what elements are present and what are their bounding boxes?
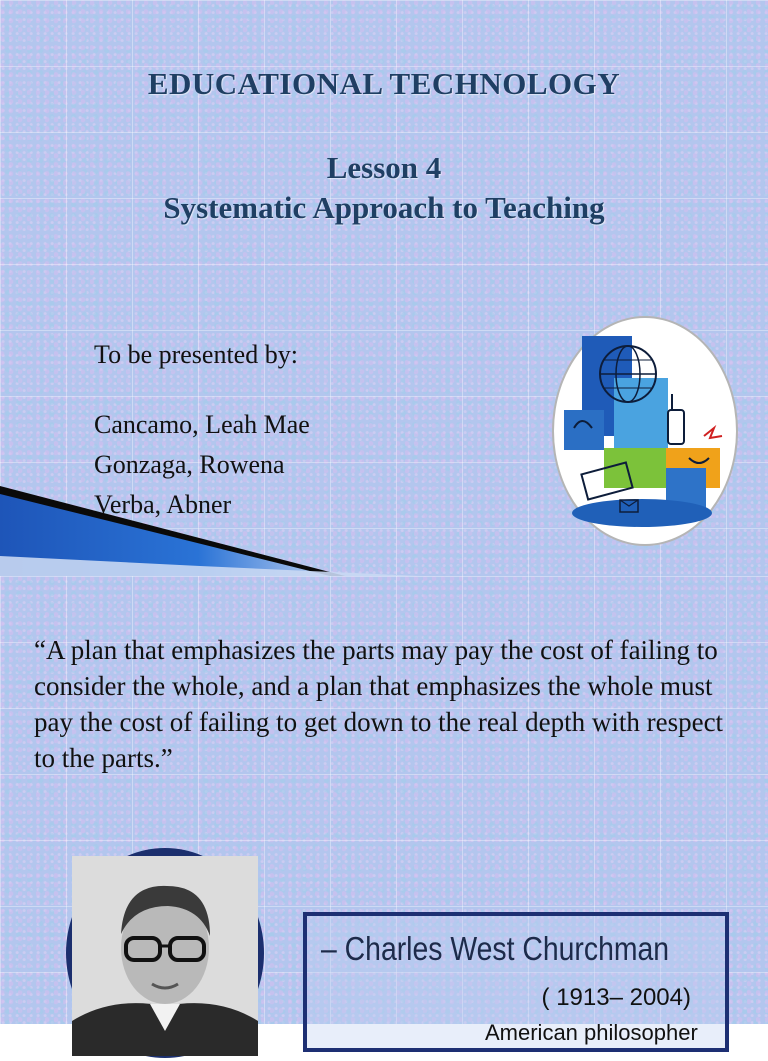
quote-text: “A plan that emphasizes the parts may pay the cost of failing to consider the whole, and a plan that emphasizes the whole must pay the cost of failing to get down to the real depth with respect to the parts.” [34, 635, 724, 773]
presented-by-label: To be presented by: [94, 340, 298, 369]
presenter-name: Verba, Abner [94, 490, 232, 519]
author-role: American philosopher [485, 1020, 698, 1045]
presenter-name: Gonzaga, Rowena [94, 450, 285, 479]
quote-slide [0, 576, 768, 1045]
attribution-box [303, 912, 729, 1052]
author-portrait [72, 856, 258, 1056]
presenter-name: Cancamo, Leah Mae [94, 410, 310, 439]
lesson-subtitle: Systematic Approach to Teaching [163, 190, 605, 225]
author-name: – Charles West Churchman [321, 930, 670, 967]
author-years: ( 1913– 2004) [541, 984, 691, 1011]
lesson-number: Lesson 4 [326, 150, 442, 185]
main-title: EDUCATIONAL TECHNOLOGY [147, 66, 621, 101]
technology-collage-icon [552, 316, 738, 546]
